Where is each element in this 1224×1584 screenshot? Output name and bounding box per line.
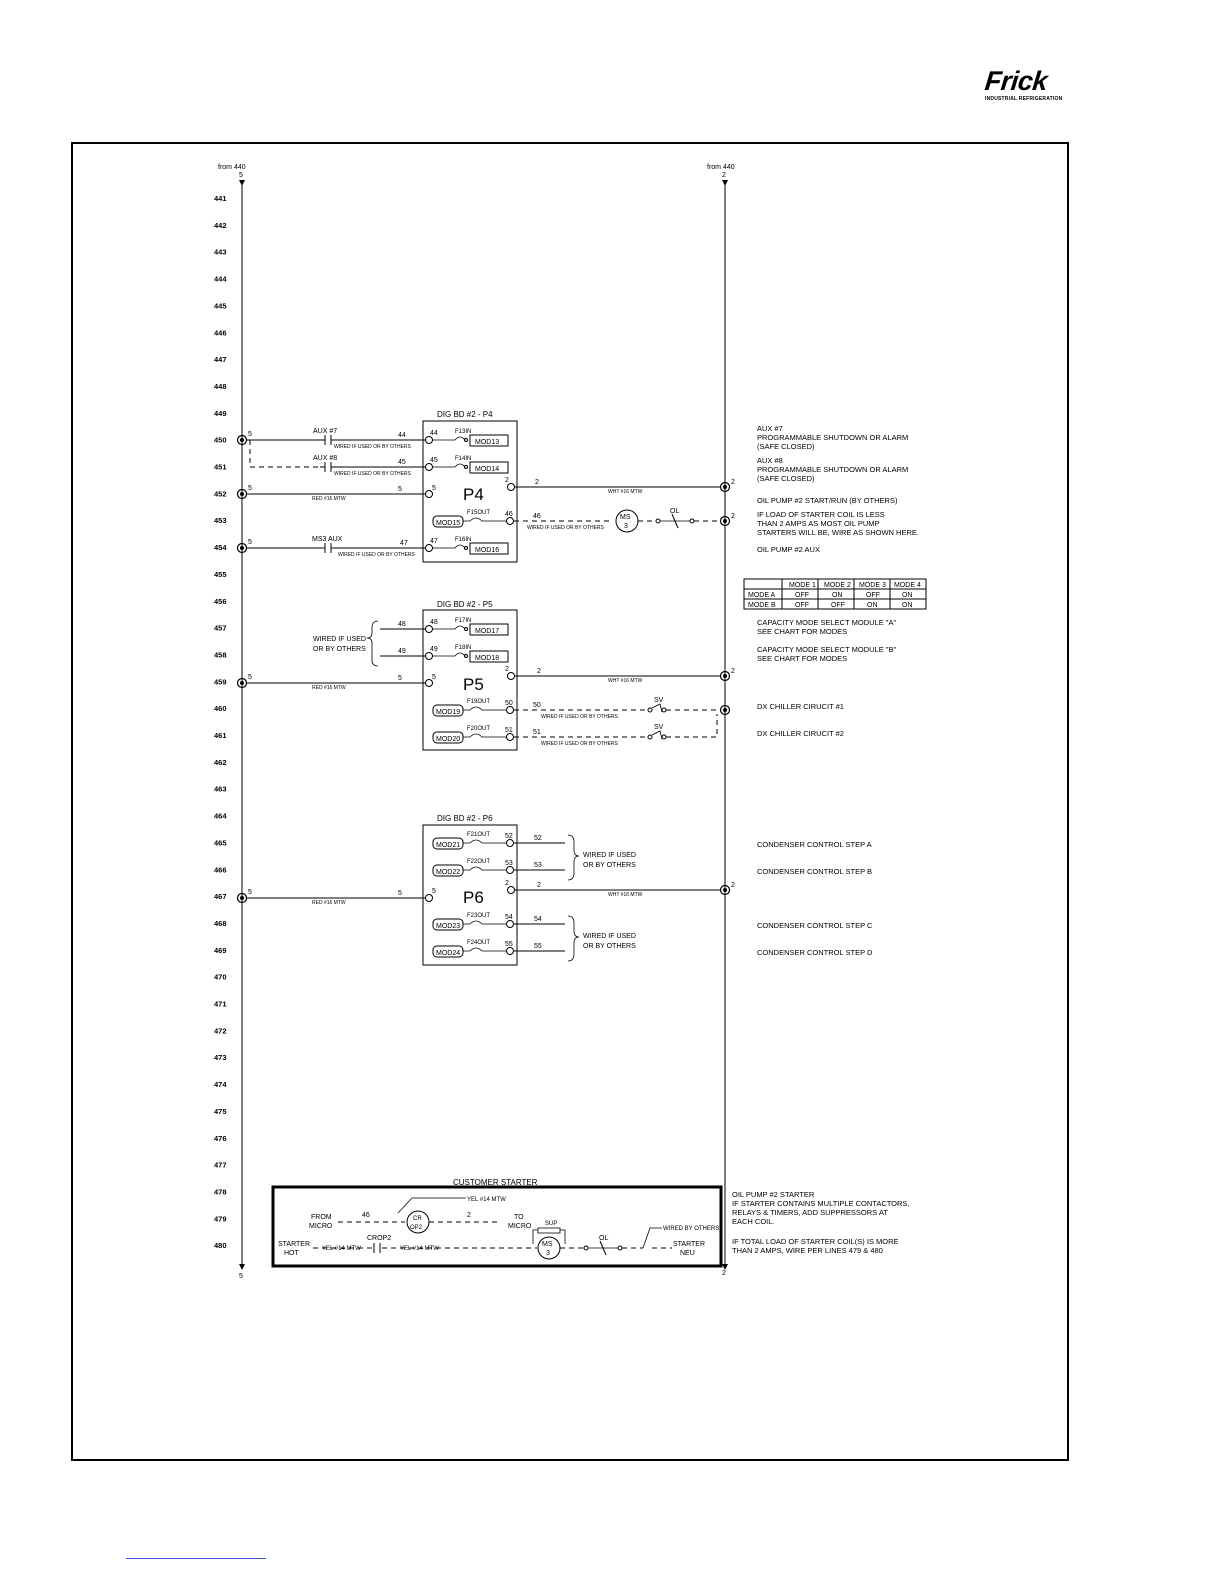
to-micro: MICRO bbox=[508, 1223, 532, 1230]
line-number: 461 bbox=[214, 731, 227, 740]
f15-label: F15OUT bbox=[467, 510, 491, 516]
wire-51: 51 bbox=[533, 729, 541, 736]
wired-if-used-brace: OR BY OTHERS bbox=[583, 862, 636, 869]
line-number: 447 bbox=[214, 355, 227, 365]
wire-5: 5 bbox=[248, 431, 252, 438]
note-aux7: PROGRAMMABLE SHUTDOWN OR ALARM bbox=[757, 433, 909, 442]
wire-5: 5 bbox=[398, 890, 402, 897]
line-number: 468 bbox=[214, 918, 227, 928]
ms-label: MS bbox=[620, 514, 631, 521]
cs-ol-label: OL bbox=[599, 1235, 609, 1242]
red16-label: RED #16 MTW bbox=[312, 900, 346, 906]
right-rail-end: 2 bbox=[722, 1270, 726, 1277]
line-number: 442 bbox=[214, 220, 227, 230]
left-rail-end-arrow bbox=[239, 1264, 245, 1270]
starter-neu: NEU bbox=[680, 1250, 695, 1257]
wired-if-used-label: WIRED IF USED OR BY OTHERS bbox=[334, 444, 411, 450]
wire-5: 5 bbox=[248, 539, 252, 546]
note-cap-b: CAPACITY MODE SELECT MODULE "B" bbox=[757, 645, 897, 654]
note-aux7: AUX #7 bbox=[757, 424, 783, 433]
right-rail-arrow bbox=[722, 180, 728, 186]
wire-2: 2 bbox=[731, 882, 735, 889]
note-aux8: (SAFE CLOSED) bbox=[757, 474, 815, 483]
line-number: 454 bbox=[214, 543, 227, 553]
mod13-label: MOD13 bbox=[475, 439, 500, 446]
board-terminal bbox=[426, 895, 433, 902]
sv-label: SV bbox=[654, 697, 664, 704]
f16-label: F16IN bbox=[455, 537, 472, 543]
wired-by-others: WIRED BY OTHERS bbox=[663, 1226, 720, 1232]
wht16-label: WHT #16 MTW bbox=[608, 892, 643, 898]
logo-tagline: INDUSTRIAL REFRIGERATION bbox=[985, 96, 1063, 102]
cs-wire-2: 2 bbox=[467, 1212, 471, 1219]
terminal-50: 50 bbox=[505, 700, 513, 707]
mod24-label: MOD24 bbox=[436, 950, 461, 957]
note-starter-coil: IF LOAD OF STARTER COIL IS LESS bbox=[757, 510, 885, 519]
mod17-label: MOD17 bbox=[475, 628, 500, 635]
wire-46: 46 bbox=[533, 513, 541, 520]
line-number: 450 bbox=[214, 435, 227, 445]
table-cell: OFF bbox=[795, 592, 809, 599]
note-cap-b: SEE CHART FOR MODES bbox=[757, 654, 848, 663]
mod16-label: MOD16 bbox=[475, 547, 500, 554]
f18-label: F18IN bbox=[455, 645, 472, 651]
wire-2: 2 bbox=[731, 479, 735, 486]
footer-link-underline bbox=[126, 1558, 266, 1559]
terminal-46: 46 bbox=[505, 511, 513, 518]
line-number: 443 bbox=[214, 247, 227, 257]
ms-num: 3 bbox=[624, 523, 628, 530]
note-total-load: IF TOTAL LOAD OF STARTER COIL(S) IS MORE bbox=[732, 1237, 899, 1246]
wire-5: 5 bbox=[398, 486, 402, 493]
board-terminal bbox=[507, 707, 514, 714]
terminal-54: 54 bbox=[505, 914, 513, 921]
yel14-label: YEL #14 MTW bbox=[400, 1246, 439, 1252]
f24-label: F24OUT bbox=[467, 940, 491, 946]
table-cell: MODE B bbox=[748, 602, 776, 609]
terminal-2: 2 bbox=[505, 666, 509, 673]
board-terminal bbox=[426, 653, 433, 660]
note-aux8: PROGRAMMABLE SHUTDOWN OR ALARM bbox=[757, 465, 909, 474]
table-header: MODE 4 bbox=[894, 582, 921, 589]
terminal-2: 2 bbox=[505, 477, 509, 484]
terminal-5: 5 bbox=[432, 674, 436, 681]
line-number: 465 bbox=[214, 838, 227, 848]
from-micro: FROM bbox=[311, 1214, 332, 1221]
table-cell: ON bbox=[902, 592, 913, 599]
table-cell: ON bbox=[832, 592, 843, 599]
line-number: 451 bbox=[214, 462, 227, 472]
note-starter: IF STARTER CONTAINS MULTIPLE CONTACTORS, bbox=[732, 1199, 910, 1208]
board-terminal bbox=[508, 484, 515, 491]
wire-2: 2 bbox=[731, 668, 735, 675]
board-terminal bbox=[507, 518, 514, 525]
line-number: 456 bbox=[214, 596, 227, 606]
wire-5: 5 bbox=[398, 675, 402, 682]
board-terminal bbox=[426, 437, 433, 444]
wire-44: 44 bbox=[398, 432, 406, 439]
f13-label: F13IN bbox=[455, 429, 472, 435]
right-rail-from: from 440 bbox=[707, 164, 735, 171]
p4-board-label: P4 bbox=[463, 485, 484, 504]
note-total-load: THAN 2 AMPS, WIRE PER LINES 479 & 480 bbox=[732, 1246, 883, 1255]
f19-label: F19OUT bbox=[467, 699, 491, 705]
cs-wire-46: 46 bbox=[362, 1212, 370, 1219]
line-number: 472 bbox=[214, 1026, 227, 1036]
note-aux7: (SAFE CLOSED) bbox=[757, 442, 815, 451]
line-number: 480 bbox=[214, 1241, 227, 1251]
line-number: 466 bbox=[214, 865, 227, 875]
note-cond-a: CONDENSER CONTROL STEP A bbox=[757, 840, 872, 849]
p5-board-title: DIG BD #2 - P5 bbox=[437, 600, 493, 609]
line-number: 477 bbox=[214, 1160, 227, 1170]
line-number: 479 bbox=[214, 1214, 227, 1224]
mod18-label: MOD18 bbox=[475, 655, 500, 662]
mod21-label: MOD21 bbox=[436, 842, 461, 849]
p5-board-label: P5 bbox=[463, 675, 484, 694]
line-number: 462 bbox=[214, 757, 227, 767]
terminal-node-dot bbox=[240, 438, 244, 442]
from-micro: MICRO bbox=[309, 1223, 333, 1230]
mod14-label: MOD14 bbox=[475, 466, 500, 473]
f14-label: F14IN bbox=[455, 456, 472, 462]
yel14-label: YEL #14 MTW bbox=[467, 1197, 506, 1203]
wired-if-used-brace: WIRED IF USED bbox=[313, 636, 366, 643]
table-cell: OFF bbox=[866, 592, 880, 599]
board-terminal bbox=[426, 626, 433, 633]
left-rail-arrow bbox=[239, 180, 245, 186]
mod20-label: MOD20 bbox=[436, 736, 461, 743]
wire-53: 53 bbox=[534, 862, 542, 869]
left-rail-num: 5 bbox=[239, 172, 243, 179]
sv-label: SV bbox=[654, 724, 664, 731]
line-number: 455 bbox=[214, 569, 227, 579]
line-number: 478 bbox=[214, 1187, 227, 1197]
line-number: 460 bbox=[214, 704, 227, 714]
aux7-label: AUX #7 bbox=[313, 428, 338, 435]
right-notes bbox=[732, 424, 919, 1255]
wire-2: 2 bbox=[537, 882, 541, 889]
terminal-5: 5 bbox=[432, 888, 436, 895]
board-terminal bbox=[507, 948, 514, 955]
terminal-5: 5 bbox=[432, 485, 436, 492]
cs-ms-num: 3 bbox=[546, 1250, 550, 1257]
wired-if-used-brace: WIRED IF USED bbox=[583, 852, 636, 859]
wired-if-used-label: WIRED IF USED OR BY OTHERS bbox=[541, 741, 618, 747]
note-cap-a: SEE CHART FOR MODES bbox=[757, 627, 848, 636]
note-starter: RELAYS & TIMERS, ADD SUPPRESSORS AT bbox=[732, 1208, 888, 1217]
terminal-52: 52 bbox=[505, 833, 513, 840]
wire-55: 55 bbox=[534, 943, 542, 950]
board-terminal bbox=[426, 545, 433, 552]
mod19-label: MOD19 bbox=[436, 709, 461, 716]
wired-if-used-label: WIRED IF USED OR BY OTHERS bbox=[338, 552, 415, 558]
cr-label: CR bbox=[413, 1216, 422, 1222]
terminal-45: 45 bbox=[430, 457, 438, 464]
line-number: 449 bbox=[214, 408, 227, 418]
line-number: 444 bbox=[214, 274, 227, 284]
terminal-48: 48 bbox=[430, 619, 438, 626]
line-number: 457 bbox=[214, 623, 227, 633]
wire-45: 45 bbox=[398, 459, 406, 466]
op2-label: OP2 bbox=[410, 1225, 423, 1231]
p6-board-title: DIG BD #2 - P6 bbox=[437, 814, 493, 823]
board-terminal bbox=[507, 867, 514, 874]
wht16-label: WHT #16 MTW bbox=[608, 678, 643, 684]
line-number: 464 bbox=[214, 811, 227, 821]
mod23-label: MOD23 bbox=[436, 923, 461, 930]
wired-if-used-label: WIRED IF USED OR BY OTHERS bbox=[541, 714, 618, 720]
board-terminal bbox=[507, 840, 514, 847]
starter-neu: STARTER bbox=[673, 1241, 706, 1248]
f22-label: F22OUT bbox=[467, 859, 491, 865]
wire-2: 2 bbox=[537, 668, 541, 675]
line-number: 445 bbox=[214, 301, 227, 311]
table-cell: OFF bbox=[831, 602, 845, 609]
note-dx1: DX CHILLER CIRUCIT #1 bbox=[757, 702, 844, 711]
f20-label: F20OUT bbox=[467, 726, 491, 732]
starter-hot: HOT bbox=[284, 1250, 299, 1257]
red16-label: RED #16 MTW bbox=[312, 496, 346, 502]
line-number: 475 bbox=[214, 1106, 227, 1116]
table-cell: MODE A bbox=[748, 592, 776, 599]
mod22-label: MOD22 bbox=[436, 869, 461, 876]
line-number: 470 bbox=[214, 972, 227, 982]
customer-starter-title: CUSTOMER STARTER bbox=[453, 1178, 538, 1187]
note-starter-coil: THAN 2 AMPS AS MOST OIL PUMP bbox=[757, 519, 880, 528]
f21-label: F21OUT bbox=[467, 832, 491, 838]
note-starter: EACH COIL. bbox=[732, 1217, 775, 1226]
terminal-2: 2 bbox=[505, 880, 509, 887]
f23-label: F23OUT bbox=[467, 913, 491, 919]
wire-2: 2 bbox=[535, 479, 539, 486]
terminal-53: 53 bbox=[505, 860, 513, 867]
wire-2: 2 bbox=[731, 513, 735, 520]
wired-if-used-label: WIRED IF USED OR BY OTHERS bbox=[334, 471, 411, 477]
line-number: 446 bbox=[214, 328, 227, 338]
wire-48: 48 bbox=[398, 621, 406, 628]
wired-if-used-brace: OR BY OTHERS bbox=[313, 646, 366, 653]
right-rail-num: 2 bbox=[722, 172, 726, 179]
ol-label: OL bbox=[670, 508, 680, 515]
left-rail-from: from 440 bbox=[218, 164, 246, 171]
note-aux8: AUX #8 bbox=[757, 456, 783, 465]
ms3aux-label: MS3 AUX bbox=[312, 536, 343, 543]
note-starter-coil: STARTERS WILL BE, WIRE AS SHOWN HERE. bbox=[757, 528, 919, 537]
wire-5: 5 bbox=[248, 889, 252, 896]
terminal-47: 47 bbox=[430, 538, 438, 545]
line-number: 471 bbox=[214, 999, 227, 1009]
line-number: 463 bbox=[214, 784, 227, 794]
line-number: 459 bbox=[214, 677, 227, 687]
table-header: MODE 3 bbox=[859, 582, 886, 589]
wire-47: 47 bbox=[400, 540, 408, 547]
terminal-55: 55 bbox=[505, 941, 513, 948]
p4-board-title: DIG BD #2 - P4 bbox=[437, 410, 493, 419]
note-cond-c: CONDENSER CONTROL STEP C bbox=[757, 921, 873, 930]
cs-ms-label: MS bbox=[542, 1241, 553, 1248]
note-starter: OIL PUMP #2 STARTER bbox=[732, 1190, 815, 1199]
wired-if-used-brace: OR BY OTHERS bbox=[583, 943, 636, 950]
wired-if-used-brace: WIRED IF USED bbox=[583, 933, 636, 940]
table-cell: ON bbox=[867, 602, 878, 609]
note-cap-a: CAPACITY MODE SELECT MODULE "A" bbox=[757, 618, 897, 627]
board-terminal bbox=[508, 887, 515, 894]
table-header: MODE 1 bbox=[789, 582, 816, 589]
wht16-label: WHT #16 MTW bbox=[608, 489, 643, 495]
yel14-label: YEL #14 MTW bbox=[322, 1246, 361, 1252]
board-terminal bbox=[508, 673, 515, 680]
terminal-44: 44 bbox=[430, 430, 438, 437]
wire-5: 5 bbox=[248, 485, 252, 492]
diagram-frame bbox=[72, 143, 1068, 1460]
table-header: MODE 2 bbox=[824, 582, 851, 589]
line-number: 476 bbox=[214, 1133, 227, 1143]
wire-54: 54 bbox=[534, 916, 542, 923]
table-cell: OFF bbox=[795, 602, 809, 609]
to-micro: TO bbox=[514, 1214, 524, 1221]
logo-wordmark: Frick bbox=[983, 66, 1049, 96]
table-cell: ON bbox=[902, 602, 913, 609]
wired-if-used-label: WIRED IF USED OR BY OTHERS bbox=[527, 525, 604, 531]
line-number: 441 bbox=[214, 194, 227, 203]
line-number: 453 bbox=[214, 516, 227, 526]
left-rail-end: 5 bbox=[239, 1273, 243, 1280]
line-number: 452 bbox=[214, 489, 227, 499]
mode-table bbox=[744, 579, 926, 609]
line-number: 473 bbox=[214, 1053, 227, 1063]
terminal-49: 49 bbox=[430, 646, 438, 653]
note-oil-pump-aux: OIL PUMP #2 AUX bbox=[757, 545, 820, 554]
starter-hot: STARTER bbox=[278, 1241, 311, 1248]
terminal-51: 51 bbox=[505, 727, 513, 734]
wire-5: 5 bbox=[248, 674, 252, 681]
note-cond-b: CONDENSER CONTROL STEP B bbox=[757, 867, 873, 876]
line-number: 474 bbox=[214, 1080, 227, 1090]
line-number: 448 bbox=[214, 381, 227, 391]
f17-label: F17IN bbox=[455, 618, 472, 624]
note-cond-d: CONDENSER CONTROL STEP D bbox=[757, 948, 873, 957]
note-oil-pump-start: OIL PUMP #2 START/RUN (BY OTHERS) bbox=[757, 496, 898, 505]
crop2-label: CROP2 bbox=[367, 1235, 392, 1242]
line-number: 469 bbox=[214, 945, 227, 955]
wire-49: 49 bbox=[398, 648, 406, 655]
board-terminal bbox=[426, 464, 433, 471]
suppressor bbox=[538, 1228, 560, 1233]
wire-50: 50 bbox=[533, 702, 541, 709]
line-number-column bbox=[214, 194, 227, 1250]
p6-board-label: P6 bbox=[463, 888, 484, 907]
line-number: 458 bbox=[214, 650, 227, 660]
note-dx2: DX CHILLER CIRUCIT #2 bbox=[757, 729, 844, 738]
mod15-label: MOD15 bbox=[436, 520, 461, 527]
sup-label: SUP bbox=[545, 1221, 558, 1227]
board-terminal bbox=[507, 734, 514, 741]
red16-label: RED #16 MTW bbox=[312, 685, 346, 691]
board-terminal bbox=[507, 921, 514, 928]
aux8-label: AUX #8 bbox=[313, 455, 338, 462]
line-number: 467 bbox=[214, 892, 227, 902]
wire-52: 52 bbox=[534, 835, 542, 842]
